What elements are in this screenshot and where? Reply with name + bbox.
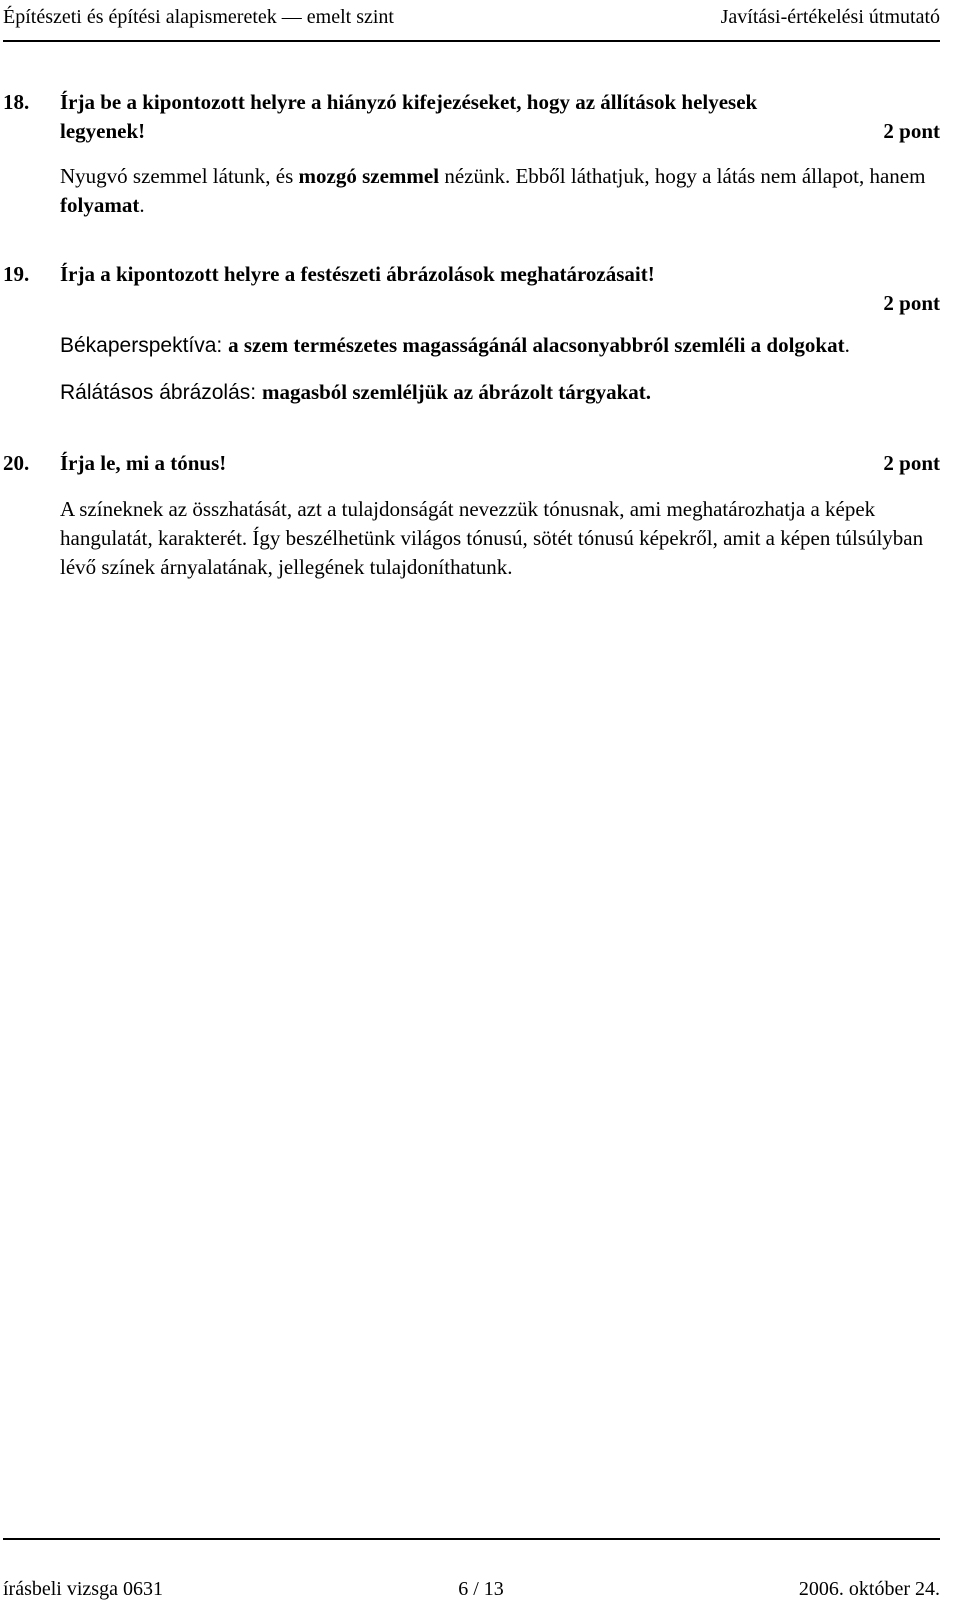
page-content <box>3 88 940 582</box>
answer-folyamat: folyamat <box>60 193 140 217</box>
question-18-title <box>3 88 940 146</box>
definition-1-text: a szem természetes magasságánál alacsonyabbról szemléli a dolgokat <box>228 333 845 357</box>
question-19-definition-2 <box>3 378 940 407</box>
question-18 <box>3 88 940 220</box>
question-20-title <box>3 449 940 478</box>
page-footer <box>3 1578 940 1601</box>
question-20 <box>3 449 940 582</box>
question-18-title-line2: legyenek! <box>60 119 146 143</box>
answer-mozgo-szemmel: mozgó szemmel <box>298 164 440 188</box>
page-header <box>3 6 940 42</box>
definition-2-text: magasból szemléljük az ábrázolt tárgyakat. <box>261 380 651 404</box>
question-20-title-text: Írja le, mi a tónus! <box>60 451 227 475</box>
question-19-points: 2 pont <box>883 291 940 315</box>
question-19-title <box>3 260 940 289</box>
question-19 <box>3 260 940 407</box>
footer-exam-code: írásbeli vizsga 0631 <box>3 1578 163 1600</box>
definition-1-label: Békaperspektíva: <box>60 334 229 357</box>
definition-2-label: Rálátásos ábrázolás: <box>60 381 262 404</box>
footer-divider <box>3 1538 940 1540</box>
question-18-number: 18. <box>3 90 30 114</box>
question-19-title-text: Írja a kipontozott helyre a festészeti ábrázolások meghatározásait! <box>60 262 655 286</box>
footer-page-number: 6 / 13 <box>458 1578 504 1600</box>
header-guide-title: Javítási-értékelési útmutató <box>720 6 940 28</box>
footer-date: 2006. október 24. <box>798 1578 940 1600</box>
question-18-points: 2 pont <box>883 119 940 143</box>
question-19-definition-1: Békaperspektíva: a szem természetes magasságánál alacsonyabbról szemléli a dolgokat. <box>60 333 850 357</box>
header-subject: Építészeti és építési alapismeretek — emelt szint <box>3 6 394 28</box>
question-20-points: 2 pont <box>883 451 940 475</box>
question-18-title-line1: Írja be a kipontozott helyre a hiányzó kifejezéseket, hogy az állítások helyesek <box>60 90 758 114</box>
question-18-answer: Nyugvó szemmel látunk, és mozgó szemmel nézünk. Ebből láthatjuk, hogy a látás nem állapot, hanem folyamat. <box>60 164 926 217</box>
question-20-answer: A színeknek az összhatását, azt a tulajdonságát nevezzük tónusnak, ami meghatározhatja a képek hangulatát, karakterét. Így beszélhetünk világos tónusú, sötét tónusú képekről, amit a képen túlsúlyban lévő színek árnyalatának, jellegének tulajdoníthatunk. <box>60 497 924 579</box>
question-20-number: 20. <box>3 451 30 475</box>
question-19-number: 19. <box>3 262 30 286</box>
